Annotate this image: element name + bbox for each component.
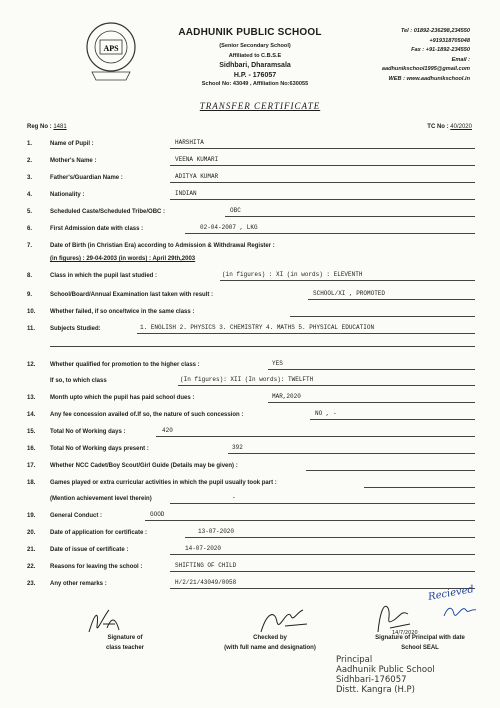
- fill-line: [185, 537, 475, 538]
- signature-date: 14/7/2020: [392, 630, 418, 636]
- row-number: 9.: [27, 292, 33, 298]
- caption-line: class teacher: [105, 645, 145, 651]
- caption-line: (with full name and designation): [224, 645, 316, 651]
- contact-line: Email :: [451, 56, 470, 63]
- row-label: School/Board/Annual Examination last taken with result :: [50, 292, 214, 298]
- row-label: Month upto which the pupil has paid school dues :: [50, 395, 195, 401]
- row-label: Date of Birth (in Christian Era) according to Admission & Withdrawal Register :: [50, 243, 275, 249]
- tc-label: TC No :: [427, 124, 449, 130]
- row-value: INDIAN: [175, 190, 197, 197]
- row-label: Date of application for certificate :: [50, 530, 148, 536]
- row-value: SCHOOL/XI , PROMOTED: [313, 290, 386, 297]
- dob-value: (in figures) : 29-04-2003 (in words) : April 29th,2003: [50, 256, 196, 262]
- row-number: 6.: [27, 226, 33, 232]
- fill-line: [137, 333, 475, 334]
- received-signature: [440, 600, 480, 622]
- row-value: H/2/21/43049/0058: [175, 579, 237, 586]
- fill-line: [170, 182, 475, 183]
- fill-line: [170, 588, 475, 589]
- row-value: MAR,2020: [272, 393, 301, 400]
- fill-line: [310, 419, 475, 420]
- row-value: 13-07-2020: [198, 528, 235, 535]
- fill-line: [228, 453, 475, 454]
- fill-line: [170, 165, 475, 166]
- row-number: 21.: [27, 547, 36, 553]
- fill-line: [225, 216, 475, 217]
- row-value: 392: [232, 444, 243, 451]
- row-label: Reasons for leaving the school :: [50, 564, 143, 570]
- fill-line: [156, 436, 475, 437]
- stamp-line: Principal: [336, 655, 373, 665]
- fill-line: [290, 316, 475, 317]
- row-number: 5.: [27, 209, 33, 215]
- fill-line: [308, 299, 475, 300]
- contact-line: WEB : www.aadhunikschool.in: [388, 75, 470, 82]
- received-note: Recieved: [427, 584, 475, 603]
- row-label: Whether NCC Cadet/Boy Scout/Girl Guide (Details may be given) :: [50, 463, 238, 469]
- row-number: 22.: [27, 564, 36, 570]
- row-value: (in figures) : XI (in words) : ELEVENTH: [222, 271, 363, 278]
- row-label: Any fee concession availed of.If so, the nature of such concession :: [50, 412, 244, 418]
- row-label: Date of issue of certificate :: [50, 547, 129, 553]
- fill-line: [145, 520, 475, 521]
- row-number: 13.: [27, 395, 36, 401]
- checked-by-caption: [200, 633, 340, 653]
- row-value: ADITYA KUMAR: [175, 173, 219, 180]
- fill-line: [220, 280, 475, 281]
- fill-line: [170, 148, 475, 149]
- row-label: Father's/Guardian Name :: [50, 175, 123, 181]
- row-label: General Conduct :: [50, 513, 103, 519]
- row-number: 7.: [27, 243, 33, 249]
- fill-line: [268, 369, 475, 370]
- row-number: 4.: [27, 192, 33, 198]
- row-number: 11.: [27, 326, 36, 332]
- reg-value: 1481: [53, 124, 67, 130]
- row-number: 2.: [27, 158, 33, 164]
- certificate-title: TRANSFER CERTIFICATE: [199, 101, 321, 111]
- fill-line: [185, 233, 475, 234]
- row-label: Subjects Studied:: [50, 326, 101, 332]
- stamp-line: Aadhunik Public School: [336, 665, 435, 675]
- row-label: Scheduled Caste/Scheduled Tribe/OBC :: [50, 209, 166, 215]
- row-value: (In figures): XII (In words): TWELFTH: [180, 376, 314, 383]
- row-number: 15.: [27, 429, 36, 435]
- row-label: Class in which the pupil last studied :: [50, 273, 158, 279]
- row-value: 14-07-2020: [185, 545, 222, 552]
- class-teacher-caption: [80, 633, 170, 653]
- row-label: Games played or extra curricular activities in which the pupil usually took part :: [50, 480, 277, 486]
- fill-line: [306, 470, 475, 471]
- row-value: OBC: [230, 207, 241, 214]
- contact-line: Fax : +91-1892-234550: [411, 47, 470, 53]
- header-line: Sidhbari, Dharamsala: [219, 62, 291, 69]
- row-number: 10.: [27, 309, 36, 315]
- contact-line: Tel : 01892-236298,234550: [400, 28, 470, 34]
- row-label: Name of Pupil :: [50, 141, 94, 147]
- row-number: 16.: [27, 446, 36, 452]
- row-label: First Admission date with class :: [50, 226, 144, 232]
- fill-line: [170, 554, 475, 555]
- row-number: 1.: [27, 141, 33, 147]
- row-value: 1. ENGLISH 2. PHYSICS 3. CHEMISTRY 4. MATHS 5. PHYSICAL EDUCATION: [140, 324, 375, 331]
- row-label: Whether qualified for promotion to the higher class :: [50, 362, 200, 368]
- caption-line: Signature of Principal with date: [375, 635, 465, 641]
- principal-signature: [370, 598, 420, 638]
- header-center-block: [150, 42, 360, 90]
- header-line: H.P. - 176057: [233, 71, 277, 79]
- row-label: Total No of Working days :: [50, 429, 126, 435]
- row-number: 18.: [27, 480, 36, 486]
- school-name: AADHUNIK PUBLIC SCHOOL: [178, 27, 322, 38]
- row-value: -: [232, 494, 236, 501]
- row-label: Any other remarks :: [50, 581, 107, 587]
- stamp-line: Sidhbari-176057: [336, 675, 407, 685]
- reg-no: [27, 124, 67, 130]
- school-logo: [84, 20, 138, 90]
- row-value: SHIFTING OF CHILD: [175, 562, 237, 569]
- row-value: VEENA KUMARI: [175, 156, 219, 163]
- fill-line: [268, 402, 475, 403]
- row-label: Total No of Working days present :: [50, 446, 149, 452]
- fill-line: [178, 385, 475, 386]
- row-number: 17.: [27, 463, 36, 469]
- row-number: 8.: [27, 273, 33, 279]
- caption-line: School SEAL: [401, 645, 439, 651]
- reg-label: Reg No :: [27, 124, 52, 130]
- stamp-line: Distt. Kangra (H.P): [336, 685, 415, 695]
- row-number: 12.: [27, 362, 36, 368]
- row-value: 420: [162, 427, 173, 434]
- row-value: 02-04-2007 , LKG: [200, 224, 258, 231]
- header-contact-block: [382, 27, 470, 84]
- caption-line: Signature of: [107, 635, 143, 641]
- caption-line: Checked by: [253, 635, 287, 641]
- fill-line: [170, 199, 475, 200]
- principal-stamp: [336, 655, 435, 695]
- header-line: Affiliated to C.B.S.E: [228, 52, 282, 59]
- fill-line: [170, 503, 475, 504]
- contact-line: +919318705048: [429, 37, 470, 44]
- row-value: NO , -: [315, 410, 337, 417]
- logo-text: APS: [103, 44, 119, 53]
- tc-value: 40/2020: [450, 124, 472, 130]
- row-label: Whether failed, if so once/twice in the same class :: [50, 309, 195, 315]
- fill-line: [50, 346, 475, 347]
- row-number: 3.: [27, 175, 33, 181]
- row-value: GOOD: [150, 511, 165, 518]
- row-number: 20.: [27, 530, 36, 536]
- header-line: (Senior Secondary School): [219, 43, 291, 49]
- row-label: (Mention achievement level therein): [50, 496, 152, 502]
- principal-caption: [355, 633, 485, 653]
- row-label: Nationality :: [50, 192, 85, 198]
- header-line: School No: 43049 , Affiliation No:630055: [201, 81, 309, 87]
- row-number: 14.: [27, 412, 36, 418]
- row-value: HARSHITA: [175, 139, 204, 146]
- row-label: If so, to which class: [50, 378, 107, 384]
- fill-line: [364, 487, 475, 488]
- tc-no: [427, 124, 472, 130]
- row-label: Mother's Name :: [50, 158, 97, 164]
- row-number: 23.: [27, 581, 36, 587]
- row-value: YES: [272, 360, 283, 367]
- row-number: 19.: [27, 513, 36, 519]
- contact-line: aadhunikschool1995@gmail.com: [381, 66, 470, 72]
- fill-line: [170, 571, 475, 572]
